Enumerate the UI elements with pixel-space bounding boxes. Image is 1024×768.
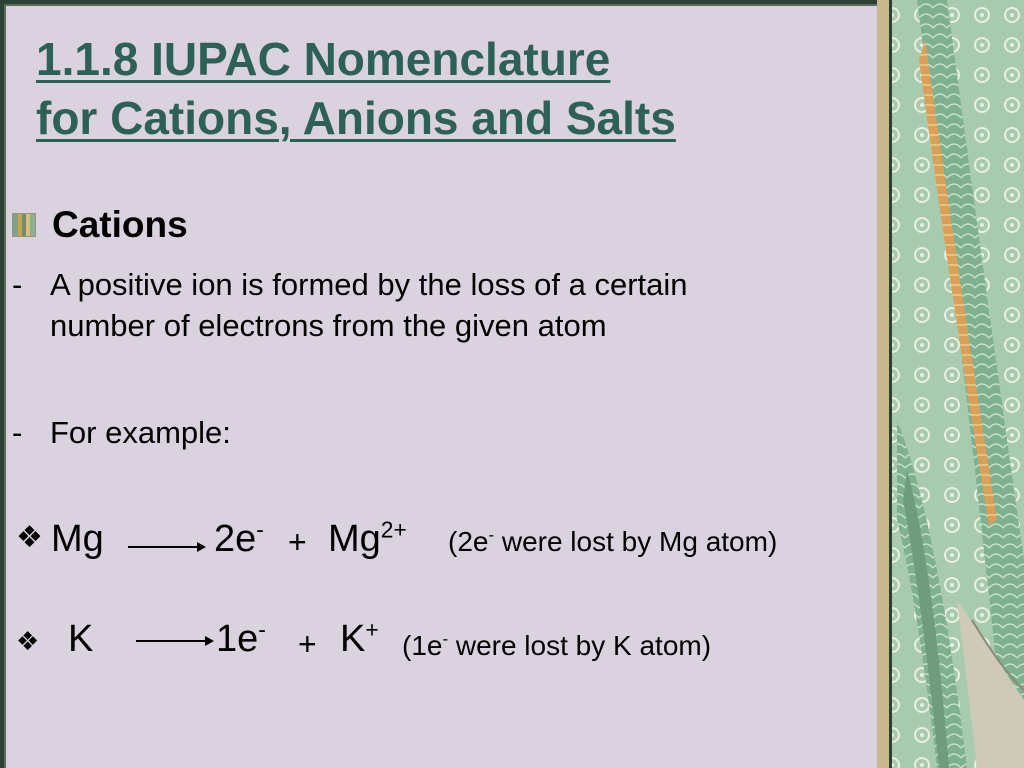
product-charge: +: [365, 616, 379, 643]
product-charge: 2+: [380, 516, 407, 543]
diamond-bullet-icon: ❖: [16, 626, 40, 656]
product-text: Mg: [328, 518, 381, 560]
definition-line-1: A positive ion is formed by the loss of a certain: [50, 267, 688, 302]
dash-marker: -: [12, 415, 23, 450]
square-bullet-icon: [12, 213, 36, 237]
electron-charge: -: [256, 516, 264, 543]
reaction-mg: [16, 518, 876, 570]
product-text: K: [340, 618, 366, 660]
reaction-arrow-icon: [136, 640, 212, 642]
reactant: Mg: [51, 518, 104, 560]
note-rest: were lost by Mg atom): [494, 526, 778, 557]
reactant: K: [68, 618, 94, 660]
reaction-note: [402, 630, 711, 662]
note-charge: -: [442, 629, 449, 649]
dash-marker: -: [12, 267, 23, 302]
plus-sign: +: [298, 626, 317, 662]
note-charge: -: [488, 525, 495, 545]
example-label: For example:: [50, 415, 231, 450]
reaction-arrow-icon: [128, 546, 204, 548]
electrons: [214, 518, 264, 561]
definition-line-2: number of electrons from the given atom: [50, 308, 607, 343]
electron-charge: -: [258, 616, 266, 643]
cations-heading: Cations: [52, 204, 188, 245]
note-open: (2e: [448, 526, 489, 557]
reaction-k: [16, 618, 876, 670]
title-line-1: 1.1.8 IUPAC Nomenclature: [36, 33, 611, 85]
decorative-strip: [877, 0, 1024, 768]
electrons: [216, 618, 266, 661]
note-open: (1e: [402, 630, 443, 661]
floral-pattern-image: [877, 0, 1024, 768]
title-line-2: for Cations, Anions and Salts: [36, 92, 676, 144]
product: [340, 618, 379, 661]
slide-title: [36, 30, 676, 148]
example-bullet: [12, 412, 412, 453]
reaction-note: [448, 526, 777, 558]
electrons-text: 1e: [216, 618, 259, 660]
electrons-text: 2e: [214, 518, 257, 560]
cations-heading-row: [12, 202, 188, 248]
definition-bullet: [12, 264, 872, 346]
diamond-bullet-icon: ❖: [16, 521, 43, 554]
plus-sign: +: [288, 524, 307, 560]
note-rest: were lost by K atom): [448, 630, 712, 661]
product: [328, 518, 407, 561]
